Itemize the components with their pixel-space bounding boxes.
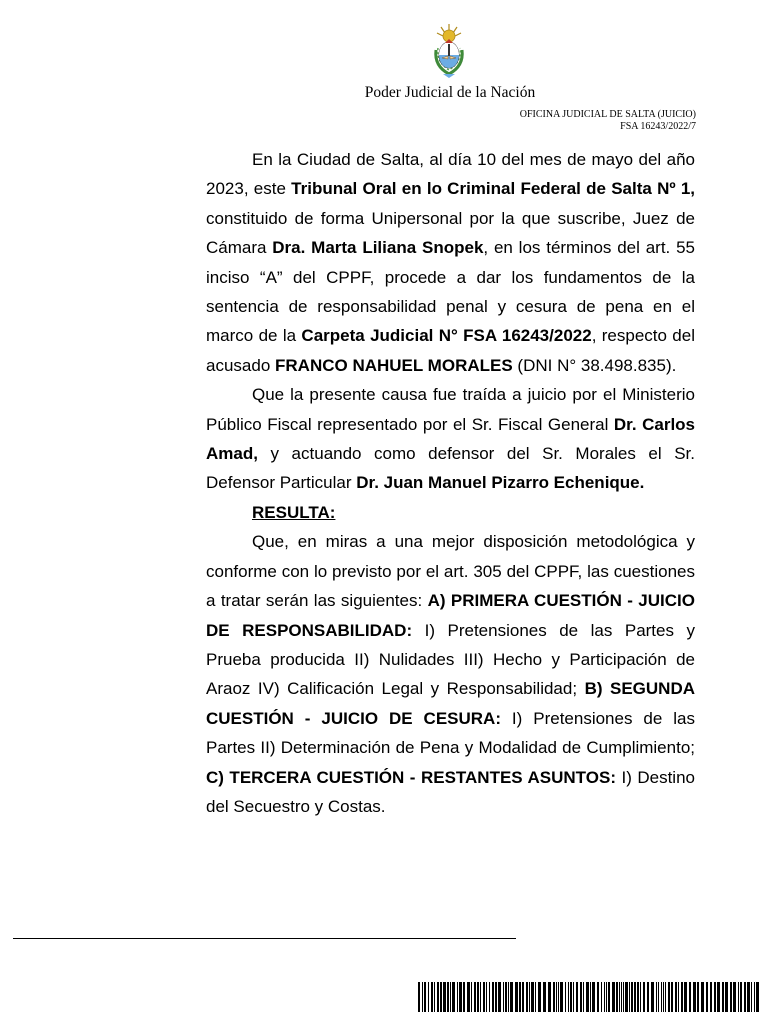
text-run: I) Pretensiones de las Partes II) Determinación de Pena y Modalidad de Cumplimiento; [206,708,695,758]
text-run: I) Pretensiones de las Partes y Prueba producida II) Nulidades III) Hecho y Participación de Araoz IV) Calificación Legal y Responsabilidad; [206,620,695,699]
barcode-bar [450,982,451,1012]
emphasized-text: Carpeta Judicial N° FSA 16243/2022 [301,326,592,346]
barcode-bar [693,982,696,1012]
barcode-bar [754,982,755,1012]
barcode-bar [495,982,497,1012]
body-paragraph [206,145,695,380]
barcode-bar [428,982,429,1012]
barcode-bar [457,982,458,1012]
barcode-bar [640,982,641,1012]
barcode-bar [730,982,732,1012]
barcode-bar [529,982,530,1012]
barcode-bar [477,982,479,1012]
barcode-bar [637,982,639,1012]
barcode-bar [440,982,442,1012]
barcode-bar [489,982,490,1012]
office-name: OFICINA JUDICIAL DE SALTA (JUICIO) [519,109,696,120]
barcode-bar [543,982,546,1012]
emphasized-text: Dra. Marta Liliana Snopek [272,238,484,258]
barcode-bar [538,982,541,1012]
barcode-bar [616,982,618,1012]
barcode-bar [586,982,589,1012]
emphasized-text: B) SEGUNDA CUESTIÓN - JUICIO DE CESURA: [206,679,696,728]
barcode-bar [606,982,607,1012]
barcode-bar [480,982,481,1012]
barcode-bar [744,982,746,1012]
barcode-bar [474,982,476,1012]
barcode-bar [556,982,557,1012]
text-run: , respecto del acusado [206,326,695,375]
barcode-bar [710,982,712,1012]
barcode-bar [634,982,636,1012]
barcode-bar [486,982,487,1012]
text-run: (DNI N° 38.498.835). [512,355,677,375]
barcode-bar [661,982,662,1012]
barcode-bar [656,982,657,1012]
barcode-bar [601,982,602,1012]
barcode-bar [422,982,423,1012]
barcode-bar [597,982,599,1012]
barcode-bar [508,982,509,1012]
barcode-bar [740,982,742,1012]
barcode-bar [722,982,724,1012]
text-run: En la Ciudad de Salta, al día 10 del mes de mayo del año 2023, este [206,150,695,199]
barcode-bar [483,982,485,1012]
barcode-bar [522,982,524,1012]
barcode-bar [725,982,728,1012]
emphasized-text: Dr. Carlos Amad, [206,414,696,464]
barcode-bar [515,982,518,1012]
barcode-bar [580,982,582,1012]
barcode [418,982,764,1012]
barcode-bar [623,982,624,1012]
barcode-bar [590,982,591,1012]
national-coat-of-arms-icon [430,22,468,80]
barcode-bar [498,982,501,1012]
institution-name: Poder Judicial de la Nación [364,84,536,101]
text-run: I) Destino del Secuestro y Costas. [206,767,695,816]
barcode-bar [665,982,666,1012]
barcode-bar [503,982,504,1012]
barcode-bar [678,982,679,1012]
barcode-bar [621,982,622,1012]
office-header [520,109,696,133]
barcode-bar [675,982,677,1012]
emphasized-text: Dr. Juan Manuel Pizarro Echenique. [356,473,645,493]
emphasized-text: Tribunal Oral en lo Criminal Federal de Salta Nº 1, [291,179,695,199]
text-run: y actuando como defensor del Sr. Morales el Sr. Defensor Particular [206,444,695,493]
barcode-bar [463,982,465,1012]
barcode-bar [510,982,513,1012]
barcode-bar [651,982,654,1012]
barcode-bar [733,982,736,1012]
barcode-bar [671,982,673,1012]
emphasized-text: A) PRIMERA CUESTIÓN - JUICIO DE RESPONSABILIDAD: [206,591,695,640]
body-paragraph [206,380,695,498]
barcode-bar [583,982,584,1012]
barcode-bar [643,982,645,1012]
barcode-bar [531,982,534,1012]
barcode-bar [558,982,559,1012]
barcode-bar [452,982,455,1012]
case-reference: FSA 16243/2022/7 [620,121,696,132]
barcode-bar [434,982,435,1012]
barcode-bar [684,982,687,1012]
barcode-bar [471,982,472,1012]
text-run: Que la presente causa fue traída a juicio por el Ministerio Público Fiscal representado por el Sr. Fiscal General [206,385,695,434]
barcode-bar [663,982,664,1012]
barcode-bar [492,982,494,1012]
barcode-bar [619,982,620,1012]
barcode-bar [424,982,426,1012]
barcode-bar [714,982,716,1012]
barcode-bar [431,982,433,1012]
barcode-bar [658,982,659,1012]
barcode-bar [526,982,528,1012]
barcode-bar [570,982,572,1012]
barcode-bar [592,982,595,1012]
barcode-bar [689,982,691,1012]
barcode-bar [647,982,649,1012]
barcode-bar [519,982,521,1012]
barcode-bar [697,982,699,1012]
footer-divider [13,938,516,939]
barcode-bar [548,982,551,1012]
barcode-bar [437,982,439,1012]
barcode-bar [576,982,578,1012]
barcode-bar [756,982,759,1012]
section-heading [206,498,695,527]
barcode-bar [573,982,574,1012]
text-run: Que, en miras a una mejor disposición metodológica y conforme con lo previsto por el art. 305 del CPPF, las cuestiones a tratar serán las siguientes: [206,532,695,611]
barcode-bar [751,982,752,1012]
barcode-bar [568,982,569,1012]
barcode-bar [631,982,633,1012]
barcode-bar [418,982,420,1012]
barcode-bar [608,982,610,1012]
barcode-bar [738,982,739,1012]
barcode-bar [668,982,670,1012]
text-run: , en los términos del art. 55 inciso “A” del CPPF, procede a dar los fundamentos de la sentencia de responsabilidad penal y cesura de pena en el marco de la [206,238,696,346]
barcode-bar [681,982,683,1012]
barcode-bar [612,982,615,1012]
text-run: constituido de forma Unipersonal por la que suscribe, Juez de Cámara [206,208,695,258]
barcode-bar [747,982,750,1012]
barcode-bar [625,982,628,1012]
barcode-bar [706,982,708,1012]
barcode-bar [629,982,630,1012]
barcode-bar [447,982,449,1012]
emphasized-text: RESULTA: [252,502,336,522]
barcode-bar [553,982,555,1012]
barcode-bar [467,982,470,1012]
barcode-bar [604,982,605,1012]
document-body [206,145,695,821]
emphasized-text: FRANCO NAHUEL MORALES [275,355,513,375]
barcode-bar [701,982,704,1012]
barcode-bar [717,982,720,1012]
body-paragraph [206,527,695,821]
barcode-bar [443,982,446,1012]
emphasized-text: C) TERCERA CUESTIÓN - RESTANTES ASUNTOS: [206,767,616,787]
barcode-bar [459,982,462,1012]
barcode-bar [535,982,536,1012]
barcode-bar [505,982,507,1012]
barcode-bar [560,982,563,1012]
barcode-bar [565,982,566,1012]
